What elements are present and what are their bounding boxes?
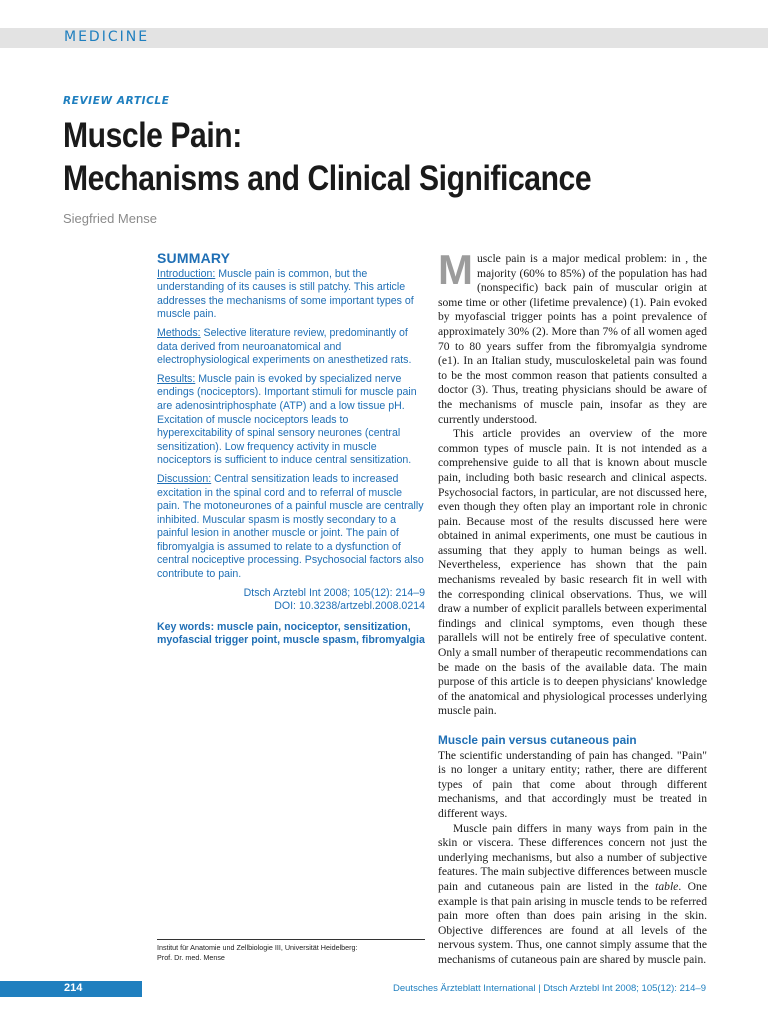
discussion-text: Central sensitization leads to increased excitation in the spinal cord and to referral of muscle pain. The motoneurones of a painful muscle are centrally inhibited. Muscular spasm is mostly secondary to a painful lesion in another muscle or joint. The pain of fibromyalgia is assumed to relate to a dysfunction of central nociceptive processing. Psychosocial factors also contribute to pain. — [157, 472, 424, 581]
keywords: Key words: muscle pain, nociceptor, sensitization, myofascial trigger point, muscle spasm, fibromyalgia — [157, 620, 425, 647]
intro-label: Introduction: — [157, 267, 216, 280]
author: Siegfried Mense — [63, 211, 157, 226]
summary-introduction — [157, 268, 425, 322]
summary-results — [157, 373, 425, 468]
paragraph-4 — [438, 822, 707, 968]
summary-discussion — [157, 473, 425, 582]
summary-heading: SUMMARY — [157, 250, 231, 266]
section-label: MEDICINE — [64, 29, 150, 45]
paragraph-1 — [438, 246, 707, 427]
title-line-1: Muscle Pain: — [63, 116, 242, 155]
discussion-label: Discussion: — [157, 472, 212, 485]
paragraph-4-text-b: . One example is that pain arising in muscle tends to be referred pain more often than does pain arising in the skin. Objective differences are found at all levels of the nervous system. Thus, one cannot simply assume that the mechanisms of cutaneous pain are shared by muscle pain. — [438, 879, 707, 966]
paragraph-2: This article provides an overview of the more common types of muscle pain. It is not intended as a comprehensive guide to all that is known about muscle pain, including both basic research and clinical aspects. Psychosocial factors, in particular, are not discussed here, even though they often play an important role in chronic pain. Because most of the results discussed here were obtained in animal experiments, one must be cautious in assuming that they apply to human beings as well. Nevertheless, experience has shown that the pain mechanisms revealed by basic research fit in well with the corresponding clinical observations. Thus, we will draw a number of explicit parallels between experimental findings and clinical symptoms, even though these parallels will not be entirely free of speculative content. Only a small number of therapeutic recommendations can be made on the basis of the available data. The main purpose of this article is to deepen physicians' knowledge of the anatomical and physiological processes underlying muscle pain. — [438, 427, 707, 718]
citation-block — [157, 587, 425, 614]
affiliation-line-1: Institut für Anatomie und Zellbiologie III, Universität Heidelberg: — [157, 943, 358, 952]
doi-link[interactable]: DOI: 10.3238/artzebl.2008.0214 — [274, 600, 425, 613]
article-title — [63, 114, 648, 200]
title-line-2: Mechanisms and Clinical Significance — [63, 159, 592, 198]
drop-cap: M — [438, 246, 473, 293]
results-text: Muscle pain is evoked by specialized nerve endings (nociceptors). Important stimuli for muscle pain are adenosintriphosphate (ATP) and a low tissue pH. Excitation of muscle nociceptors leads to hyperexcitability of spinal sensory neurones (central sensitization). Low frequency activity in muscle nociceptors is sufficient to induce central sensitization. — [157, 372, 417, 467]
citation: Dtsch Arztebl Int 2008; 105(12): 214–9 — [243, 586, 425, 599]
article-type: REVIEW ARTICLE — [63, 95, 170, 107]
summary-methods — [157, 327, 425, 368]
main-text-column — [438, 246, 707, 968]
methods-text: Selective literature review, predominantly of data derived from neuroanatomical and electrophysiological experiments on anesthetized rats. — [157, 326, 412, 367]
methods-label: Methods: — [157, 326, 201, 339]
table-reference[interactable]: table — [655, 879, 679, 893]
affiliation-footnote — [157, 939, 425, 963]
journal-footer: Deutsches Ärzteblatt International | Dtsch Arztebl Int 2008; 105(12): 214–9 — [393, 983, 706, 994]
summary-box — [157, 252, 425, 648]
paragraph-1-text: uscle pain is a major medical problem: in , the majority (60% to 85%) of the population has had (nonspecific) back pain of muscular origin at some time or other (lifetime prevalence) (1). Pain evoked by myofascial trigger points has a point prevalence of approximately 30% (2). More than 7% of all women aged 70 to 80 years suffer from the fibromyalgia syndrome (e1). In an Italian study, musculoskeletal pain was found to be the most common reason that patients consulted a doctor (3). Thus, treating physicians should be aware of the mechanisms of muscle pain, insofar as they are currently understood. — [438, 252, 707, 426]
paragraph-4-text-a: Muscle pain differs in many ways from pain in the skin or viscera. These differences concern not just the underlying mechanisms, but also a number of subjective features. The main subjective differences between muscle pain and cutaneous pain are listed in the — [438, 821, 707, 893]
page-number: 214 — [64, 982, 83, 994]
intro-text: Muscle pain is common, but the understanding of its causes is still patchy. This article addresses the mechanisms of some important types of muscle pain. — [157, 267, 414, 321]
paragraph-3: The scientific understanding of pain has changed. "Pain" is no longer a unitary entity; rather, there are different types of pain that come about through different mechanisms, and that accordingly must be treated in different ways. — [438, 748, 707, 820]
results-label: Results: — [157, 372, 196, 385]
affiliation-line-2: Prof. Dr. med. Mense — [157, 953, 225, 962]
section-heading: Muscle pain versus cutaneous pain — [438, 733, 637, 747]
